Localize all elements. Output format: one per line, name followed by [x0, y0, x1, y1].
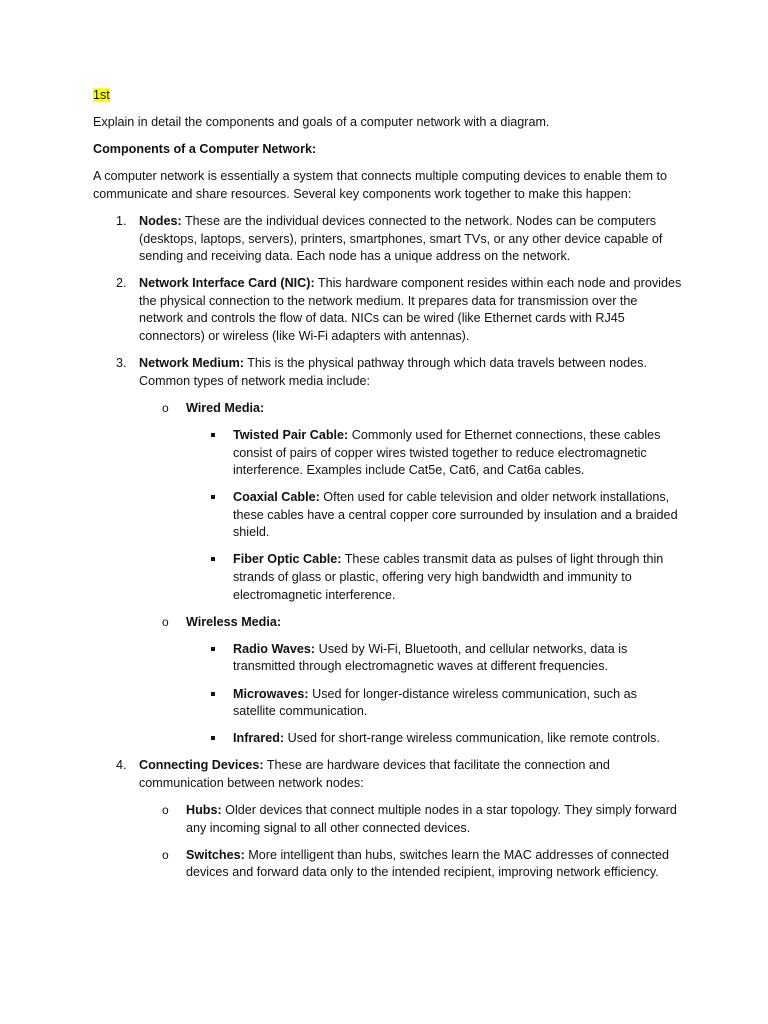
subsub-item-radio-waves: [186, 641, 683, 676]
square-bullet-icon: [211, 736, 215, 740]
subsub-item-text: Used for short-range wireless communication, like remote controls.: [284, 731, 660, 746]
item-text: These are the individual devices connected to the network. Nodes can be computers (desktops, laptops, servers), printers, smartphones, smart TVs, or any other device capable of sending and receiving data. Each node has a unique address on the network.: [139, 213, 663, 264]
square-bullet-icon: [211, 495, 215, 499]
item-term: Nodes:: [139, 213, 182, 228]
subsub-item-coaxial: [186, 489, 683, 542]
subsub-item-infrared: [186, 730, 683, 748]
square-bullet-icon: [211, 647, 215, 651]
subsub-item-text: Used for longer-distance wireless communication, such as satellite communication.: [233, 686, 637, 719]
sub-item-wired-media: [139, 400, 683, 604]
list-item-nodes: [93, 213, 683, 266]
item-text: This hardware component resides within each node and provides the physical connection to the network medium. It prepares data for transmission over the network and controls the flow of data. NICs can be wired (like Ethernet cards with RJ45 connectors) or wireless (like Wi-Fi adapters with antennas).: [139, 276, 682, 344]
subsub-item-term: Infrared:: [233, 731, 285, 746]
media-types-list: [139, 400, 683, 748]
wired-media-list: [186, 427, 683, 604]
list-number: 3.: [116, 356, 127, 371]
subsub-item-microwaves: [186, 686, 683, 721]
sub-item-term: Hubs:: [186, 803, 222, 817]
section-heading: [93, 141, 683, 159]
sub-item-term: Wired Media:: [186, 400, 265, 415]
subsub-item-text: These cables transmit data as pulses of light through thin strands of glass or plastic, offering very high bandwidth and immunity to electromagnetic interference.: [233, 552, 664, 602]
sub-item-text: Older devices that connect multiple nodes in a star topology. They simply forward any incoming signal to all other connected devices.: [186, 803, 677, 835]
subsub-item-text: Often used for cable television and older network installations, these cables have a central copper core surrounded by insulation and a braided shield.: [233, 490, 678, 540]
subsub-item-twisted-pair: [186, 427, 683, 480]
square-bullet-icon: [211, 557, 215, 561]
list-number: 4.: [116, 758, 127, 773]
sub-item-text: More intelligent than hubs, switches learn the MAC addresses of connected devices and forward data only to the intended recipient, improving network efficiency.: [186, 847, 670, 880]
devices-list: [139, 802, 683, 882]
circle-bullet: o: [162, 803, 169, 817]
wireless-media-list: [186, 641, 683, 748]
subsub-item-term: Microwaves:: [233, 686, 309, 701]
components-list: [93, 213, 683, 882]
item-term: Network Medium:: [139, 356, 244, 371]
sub-item-wireless-media: [139, 614, 683, 748]
intro-paragraph: A computer network is essentially a system that connects multiple computing devices to enable them to communicate and share resources. Several key components work together to make this happen:: [93, 169, 667, 201]
square-bullet-icon: [211, 692, 215, 696]
question-text: Explain in detail the components and goals of a computer network with a diagram.: [93, 115, 550, 130]
sub-item-term: Wireless Media:: [186, 614, 282, 629]
item-term: Network Interface Card (NIC):: [139, 276, 315, 291]
sub-item-switches: [139, 847, 683, 882]
subsub-item-term: Coaxial Cable:: [233, 490, 320, 505]
subsub-item-text: Commonly used for Ethernet connections, these cables consist of pairs of copper wires twisted together to reduce electromagnetic interference. Examples include Cat5e, Cat6, and Cat6a cables.: [233, 427, 661, 478]
circle-bullet: o: [162, 614, 169, 629]
list-number: 1.: [116, 213, 127, 228]
list-item-network-medium: [93, 355, 683, 748]
section-heading-text: Components of a Computer Network:: [93, 142, 317, 157]
subsub-item-term: Fiber Optic Cable:: [233, 552, 342, 567]
highlighted-tag: 1st: [93, 88, 110, 102]
circle-bullet: o: [162, 400, 169, 415]
document-body: [93, 87, 683, 891]
circle-bullet: o: [162, 847, 169, 862]
list-item-connecting-devices: [93, 757, 683, 882]
subsub-item-term: Radio Waves:: [233, 641, 316, 656]
list-number: 2.: [116, 276, 127, 291]
subsub-item-fiber-optic: [186, 551, 683, 604]
item-text: This is the physical pathway through which data travels between nodes. Common types of network media include:: [139, 356, 647, 388]
sub-item-term: Switches:: [186, 847, 245, 862]
item-term: Connecting Devices:: [139, 758, 264, 773]
subsub-item-term: Twisted Pair Cable:: [233, 427, 349, 442]
list-item-nic: [93, 275, 683, 345]
item-text: These are hardware devices that facilitate the connection and communication between network nodes:: [139, 758, 610, 790]
subsub-item-text: Used by Wi-Fi, Bluetooth, and cellular networks, data is transmitted through electromagnetic waves at different frequencies.: [233, 641, 628, 674]
tag-line: [93, 87, 683, 105]
sub-item-hubs: [139, 802, 683, 837]
square-bullet-icon: [211, 433, 215, 437]
